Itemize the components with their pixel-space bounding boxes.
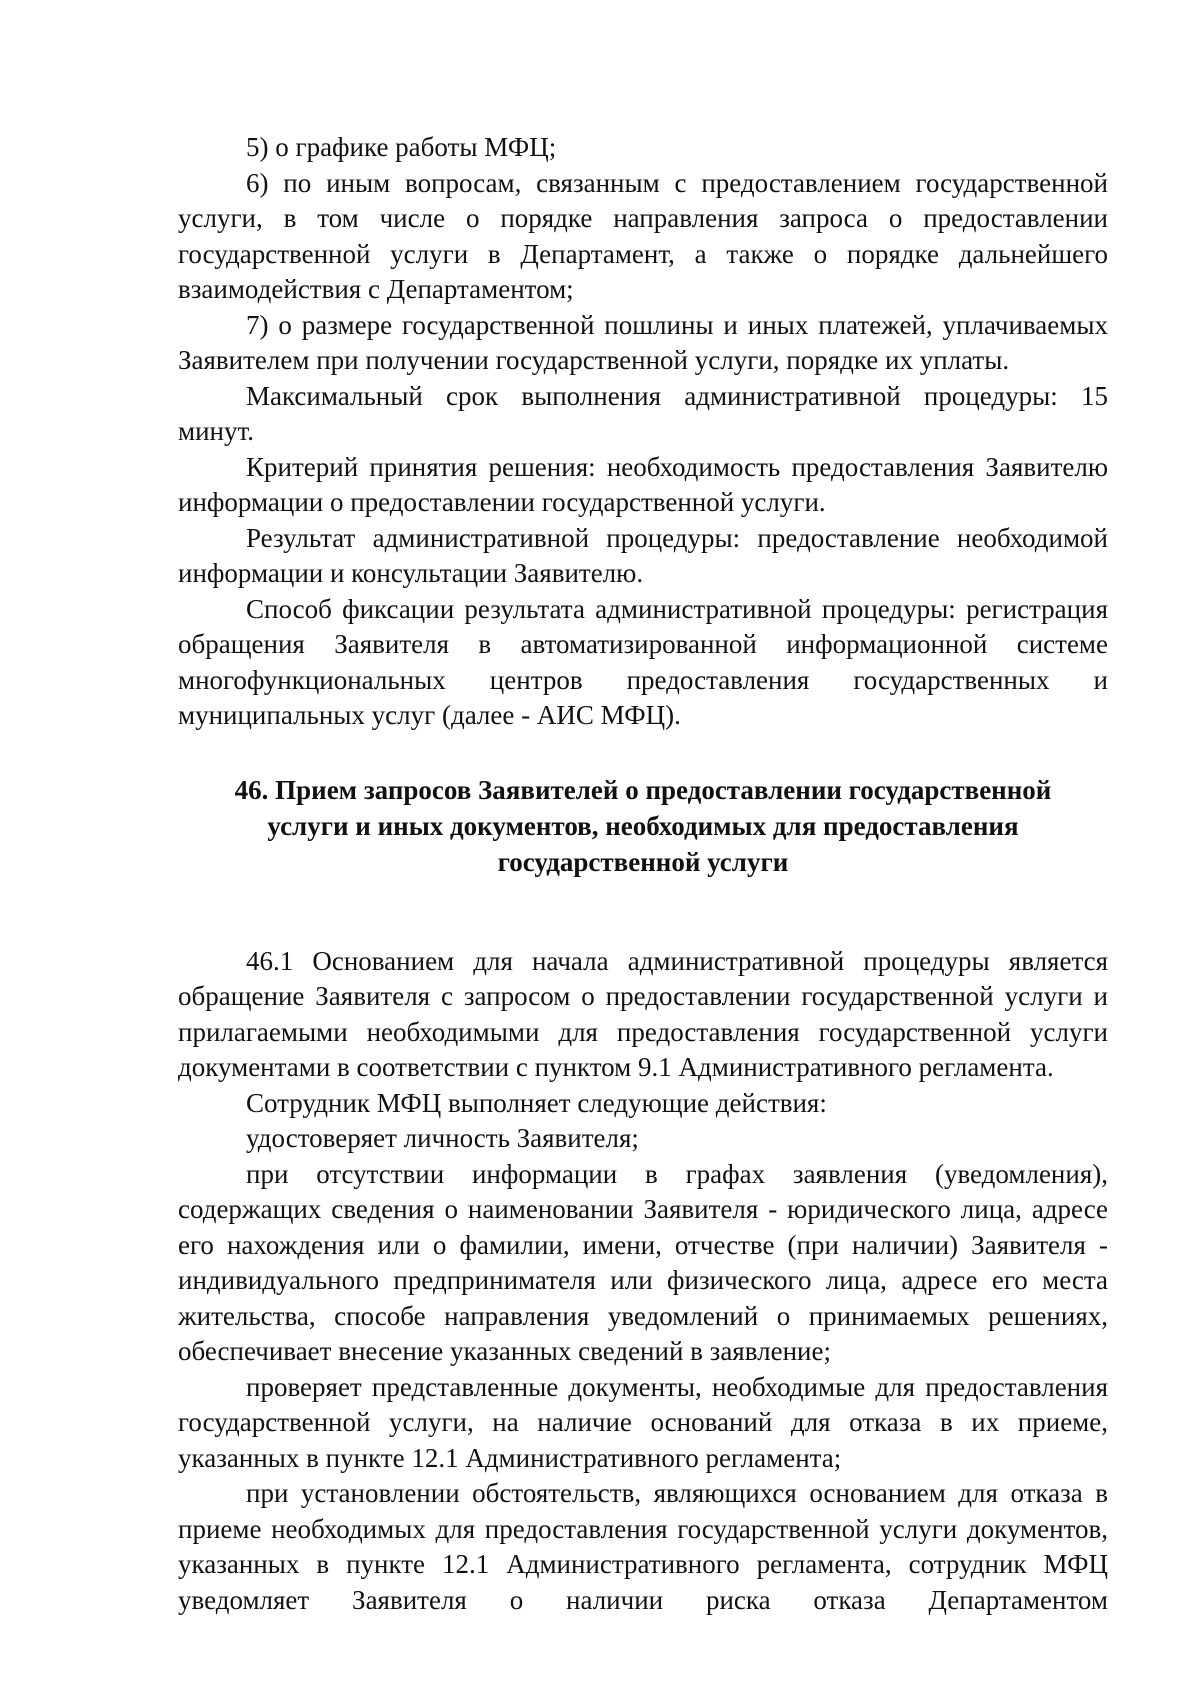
section-heading-line: 46. Прием запросов Заявителей о предоставлении государственной: [234, 774, 1052, 805]
paragraph-refusal-risk: при установлении обстоятельств, являющихся основанием для отказа в приеме необходимых для предоставления государственной услуги документов, указанных в пункте 12.1 Административного регламента, сотрудник МФЦ уведомляет Заявителя о наличии риска отказа Департаментом: [178, 1478, 1108, 1615]
paragraph-decision-criterion: Критерий принятия решения: необходимость предоставления Заявителю информации о предоставлении государственной услуги.: [178, 451, 1108, 517]
paragraph-result-fixation: Способ фиксации результата административной процедуры: регистрация обращения Заявителя в автоматизированной информационной системе многофункциональных центров предоставления государственных и муниципальных услуг (далее - АИС МФЦ).: [178, 593, 1108, 730]
section-heading-line: услуги и иных документов, необходимых для предоставления: [267, 810, 1019, 841]
paragraph-procedure-result: Результат административной процедуры: предоставление необходимой информации и консультации Заявителю.: [178, 522, 1108, 588]
paragraph-employee-actions: Сотрудник МФЦ выполняет следующие действия:: [246, 1087, 827, 1118]
paragraph-mfc-schedule: 5) о графике работы МФЦ;: [246, 132, 557, 162]
section-heading: [178, 772, 1108, 880]
paragraph-max-term: Максимальный срок выполнения административной процедуры: 15 минут.: [178, 380, 1108, 446]
document-page: [178, 130, 1108, 1618]
paragraph-identity-check: удостоверяет личность Заявителя;: [246, 1123, 639, 1153]
paragraph-46-1-basis: 46.1 Основанием для начала административной процедуры является обращение Заявителя с запросом о предоставлении государственной услуги и прилагаемыми необходимыми для предоставления государственной услуги документами в соответствии с пунктом 9.1 Административного регламента.: [178, 945, 1108, 1082]
paragraph-document-check: проверяет представленные документы, необходимые для предоставления государственной услуги, на наличие оснований для отказа в их приеме, указанных в пункте 12.1 Административного регламента;: [178, 1371, 1108, 1473]
paragraph-missing-info: при отсутствии информации в графах заявления (уведомления), содержащих сведения о наименовании Заявителя - юридического лица, адресе его нахождения или о фамилии, имени, отчестве (при наличии) Заявителя - индивидуального предпринимателя или физического лица, адресе его места жительства, способе направления уведомлений о принимаемых решениях, обеспечивает внесение указанных сведений в заявление;: [178, 1158, 1108, 1366]
paragraph-state-fee: 7) о размере государственной пошлины и иных платежей, уплачиваемых Заявителем при получении государственной услуги, порядке их уплаты.: [178, 309, 1108, 375]
section-heading-line: государственной услуги: [497, 846, 789, 877]
paragraph-other-questions: 6) по иным вопросам, связанным с предоставлением государственной услуги, в том числе о порядке направления запроса о предоставлении государственной услуги в Департамент, а также о порядке дальнейшего взаимодействия с Департаментом;: [178, 167, 1108, 304]
